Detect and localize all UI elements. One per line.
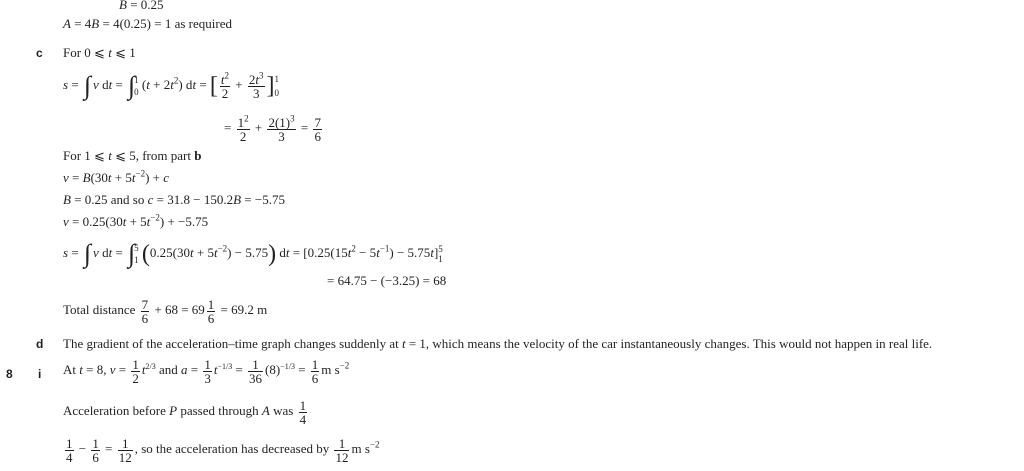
velocity-general-line: $v = B(30t + 5t^{-2}) + c$	[63, 168, 170, 185]
integral-line-1: s = ∫ v dt = ∫1 0 $(t + 2t^2)$ dt = [ $\frac{t^2}{2}$ + $\frac{2t^3}{3}$ ]1 0	[63, 70, 279, 101]
q8-velocity-acceleration-line: At t = 8, v = $\frac{1}{2}$ $t^{2/3}$ and a = $\frac{1}{3}$ $t^{-1/3}$ = $\frac{1}{36}$ $(8)^{-1/3}$ = $\frac{1}{6}$ m $s^{-2}$	[63, 356, 350, 386]
q8-acceleration-before-line: Acceleration before P passed through A was $\frac{1}{4}$	[63, 397, 307, 427]
part-d-text: The gradient of the acceleration–time graph changes suddenly at t = 1, which means the velocity of the car instantaneously changes. This would not happen in real life.	[63, 336, 933, 351]
total-distance-line: Total distance $\frac{7}{6}$ + 68 = 69 $\frac{1}{6}$ = 69.2 m	[63, 296, 268, 326]
integral-line-2: s = ∫ v dt = ∫5 1 $(0.25(30t + 5t^{-2}) - 5.75)$ dt = $[0.25(15t^2 - 5t^{-1}) - 5.75t]5$ 1	[63, 239, 443, 269]
integral-result-line-2: = 64.75 − (−3.25) = 68	[327, 273, 447, 288]
question-number-8: 8	[6, 367, 13, 381]
b-value-line: B = 0.25	[119, 0, 164, 12]
velocity-specific-line: $v = 0.25(30t + 5t^{-2}) + -5.75$	[63, 212, 209, 229]
part-label-d: d	[36, 337, 44, 351]
interval-line-1: For 0 ⩽ t ⩽ 1	[63, 45, 136, 60]
q8-decrease-line: $\frac{1}{4}$ − $\frac{1}{6}$ = $\frac{1}{12}$ , so the acceleration has decreased by $\frac{1}{12}$ m $s^{-2}$	[66, 435, 380, 465]
integral-result-line-1: = $\frac{1^2}{2}$ + $\frac{2(1)^3}{3}$ = $\frac{7}{6}$	[224, 113, 321, 144]
part-label-c: c	[36, 46, 43, 60]
constant-line: B = 0.25 and so c = 31.8 − 150.2B = −5.75	[63, 192, 285, 207]
interval-line-2: For 1 ⩽ t ⩽ 5, from part b	[63, 148, 202, 163]
part-label-i: i	[38, 367, 42, 381]
a-value-line: A = 4B = 4(0.25) = 1 as required	[63, 16, 232, 31]
